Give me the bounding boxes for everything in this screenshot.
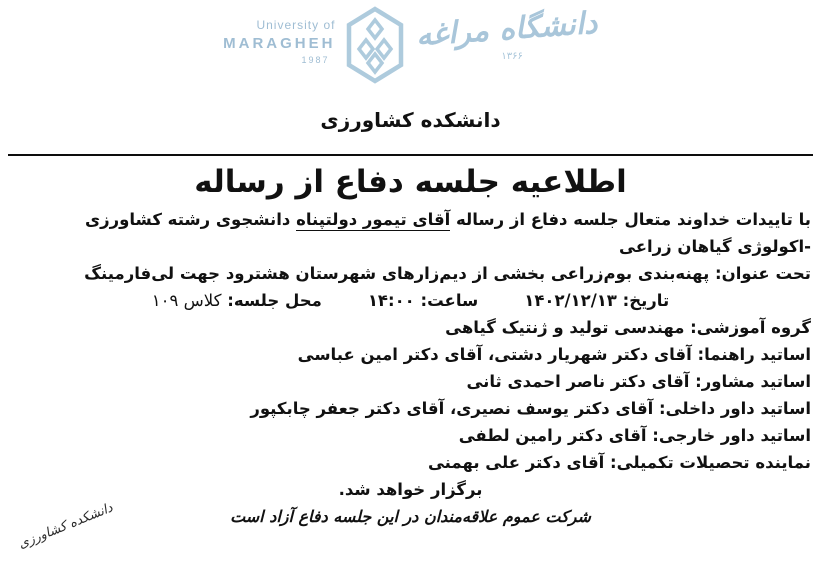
internal-examiners-line: اساتید داور داخلی: آقای دکتر یوسف نصیری، آقای دکتر جعفر چابکپور <box>250 399 811 418</box>
location-value: کلاس ۱۰۹ <box>151 291 222 310</box>
founding-year-fa: ۱۳۶۶ <box>501 51 523 62</box>
university-name-fa: دانشگاه مراغه <box>415 5 599 54</box>
session-details-row <box>10 287 811 314</box>
session-location <box>152 287 322 314</box>
open-attendance-note: شرکت عموم علاقه‌مندان در این جلسه دفاع آزاد است <box>230 507 591 526</box>
announcement-body <box>0 206 821 530</box>
page-title: اطلاعیه جلسه دفاع از رساله <box>194 164 627 200</box>
header-divider <box>8 154 813 156</box>
external-examiner-line: اساتید داور خارجی: آقای دکتر رامین لطفی <box>458 426 811 445</box>
supervisors-line: اساتید راهنما: آقای دکتر شهریار دشتی، آقای دکتر امین عباسی <box>297 345 811 364</box>
faculty-heading: دانشکده کشاورزی <box>320 108 501 132</box>
department-line: گروه آموزشی: مهندسی تولید و ژنتیک گیاهی <box>445 318 811 337</box>
session-time <box>368 287 478 314</box>
date-label: تاریخ: <box>622 291 670 310</box>
time-label: ساعت: <box>420 291 479 310</box>
session-date <box>524 287 669 314</box>
thesis-title-line: تحت عنوان: پهنه‌بندی بوم‌زراعی بخشی از دیم‌زارهای شهرستان هشترود جهت لی‌فارمینگ <box>84 264 811 283</box>
intro-after-name: دانشجوی رشته کشاورزی -اکولوژی گیاهان زراعی <box>84 210 811 256</box>
time-value: ۱۴:۰۰ <box>367 291 415 310</box>
founding-year-en: 1987 <box>301 55 330 65</box>
advisor-line: اساتید مشاور: آقای دکتر ناصر احمدی ثانی <box>466 372 811 391</box>
header <box>0 0 821 88</box>
intro-before-name: با تاییدات خداوند متعال جلسه دفاع از رساله <box>450 210 811 229</box>
logo-english-text <box>223 18 335 65</box>
location-label: محل جلسه: <box>227 291 322 310</box>
maragheh-label: MARAGHEH <box>223 35 336 52</box>
graduate-rep-line: نماینده تحصیلات تکمیلی: آقای دکتر علی بهمنی <box>427 453 811 472</box>
student-name: آقای تیمور دولتپناه <box>296 210 451 229</box>
logo-persian-text <box>415 5 599 62</box>
university-emblem-icon <box>344 6 406 88</box>
date-value: ۱۴۰۲/۱۲/۱۳ <box>524 291 617 310</box>
university-of-label: University of <box>256 18 336 32</box>
closing-line: برگزار خواهد شد. <box>338 480 483 499</box>
faculty-signature: دانشکده کشاورزی <box>16 500 116 552</box>
intro-line <box>10 206 811 260</box>
